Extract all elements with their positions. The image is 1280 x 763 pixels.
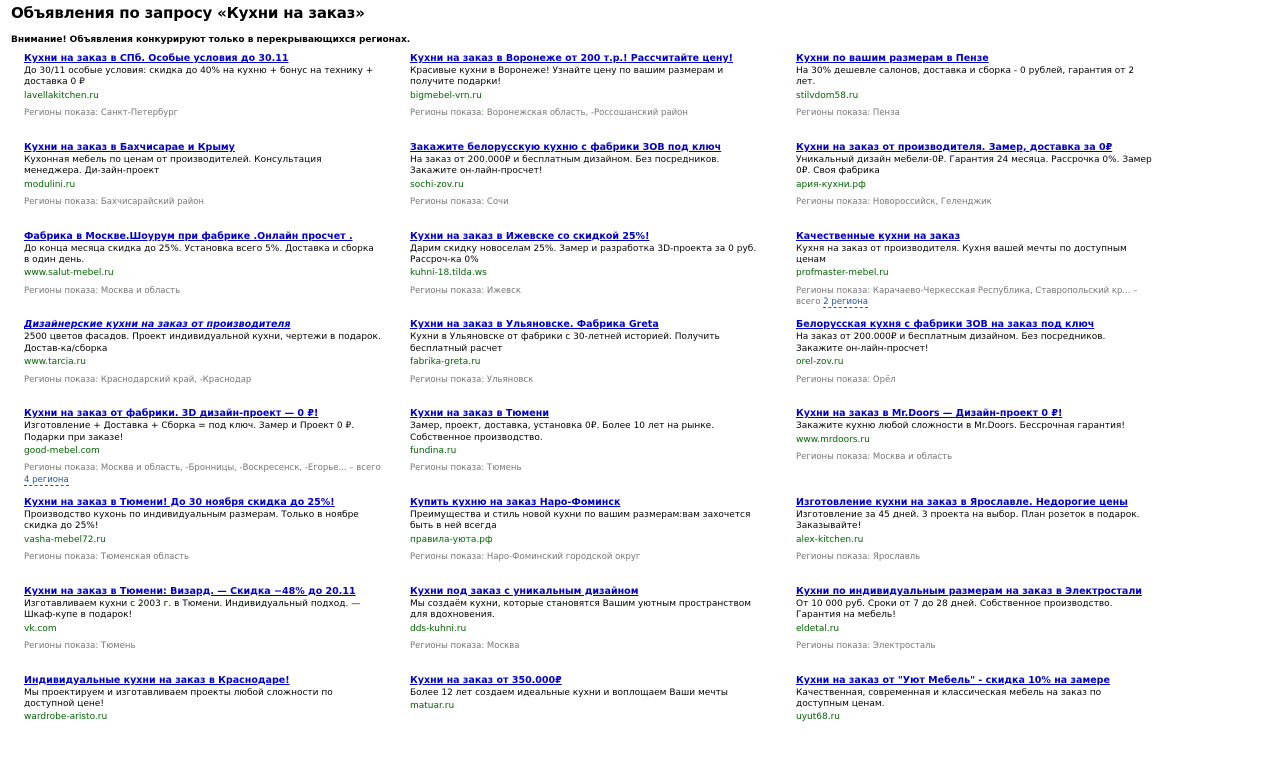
ad-regions [410,197,767,208]
ad-text: Кухни в Ульяновске от фабрики с 30-летней историей. Получить бесплатный расчет [410,332,720,354]
more-regions-link[interactable]: 4 региона [24,474,69,485]
ad-domain-link[interactable]: ария-кухни.рф [796,179,866,190]
ad-card [24,497,381,586]
ad-domain-link[interactable]: modulini.ru [24,179,76,190]
regions-prefix: Регионы показа: [24,197,101,208]
ad-title-link[interactable]: Кухни на заказ от "Уют Мебель" - скидка 10% на замере [796,674,1110,686]
ad-title-link[interactable]: Кухни по вашим размерам в Пензе [796,53,989,64]
regions-prefix: Регионы показа: [410,374,487,385]
ad-title-link[interactable]: Кухни на заказ в Воронеже от 200 т.р.! Рассчитайте цену! [410,53,733,64]
ad-title-link[interactable]: Кухни на заказ в Тюмени! До 30 ноября скидка до 25%! [24,496,335,508]
ad-regions [796,197,1153,208]
ad-card [410,408,767,497]
ad-regions [24,286,381,297]
regions-list: Электросталь [872,641,936,651]
regions-prefix: Регионы показа: [24,552,101,563]
ad-domain-link[interactable]: www.mrdoors.ru [796,434,870,445]
ad-regions [24,552,381,563]
ad-card [796,497,1153,586]
ad-card [796,53,1153,142]
ad-regions [24,375,381,386]
ad-domain-link[interactable]: uyut68.ru [796,712,840,723]
ad-text: Дарим скидку новоселам 25%. Замер и разработка 3D-проекта за 0 руб. Рассроч-ка 0% [410,243,757,265]
ad-regions [24,108,381,119]
ad-domain-link[interactable]: stilvdom58.ru [796,90,859,101]
ad-text: Изготавливаем кухни с 2003 г. в Тюмени. Индивидуальный подход. — Шкаф-купе в подарок! [24,598,361,621]
ad-text: Уникальный дизайн мебели-0₽. Гарантия 24 месяца. Рассрочка 0%. Замер 0₽. Своя фабрика [796,154,1152,177]
ad-text: Мы создаём кухни, которые становятся Вашим уютным пространством для вдохновения. [410,598,752,621]
ad-text: Мы проектируем и изготавливаем проекты любой сложности по доступной цене! [24,687,333,709]
ad-domain-link[interactable]: www.salut-mebel.ru [24,268,114,279]
ad-regions [24,641,381,652]
regions-list: Ульяновск [486,374,534,385]
ad-domain-link[interactable]: good-mebel.com [24,446,100,456]
regions-prefix: Регионы показа: [24,463,101,474]
ad-title-link[interactable]: Кухни на заказ в Ульяновске. Фабрика Greta [410,319,659,331]
ad-text: Красивые кухни в Воронеже! Узнайте цену по вашим размерам и получите подарки! [410,66,724,88]
regions-list: Санкт-Петербург [100,108,179,119]
page-title: Объявления по запросу «Кухни на заказ» [11,4,365,22]
ad-card [796,142,1153,231]
ad-domain-link[interactable]: www.tarcia.ru [24,357,86,368]
ad-domain-link[interactable]: sochi-zov.ru [410,179,464,190]
ad-domain-link[interactable]: profmaster-mebel.ru [796,268,889,279]
regions-prefix: Регионы показа: [796,641,873,651]
ad-domain-link[interactable]: eldetal.ru [796,623,840,634]
ad-regions [796,641,1153,652]
ad-domain-link[interactable]: wardrobe-aristo.ru [24,712,108,723]
ad-regions [796,108,1153,119]
ad-text: На заказ от 200.000₽ и бесплатным дизайном. Без посредников. Закажите он-лайн-просчет! [796,332,1106,354]
ad-regions [410,286,767,297]
regions-list: Карачаево-Черкесская Республика, Ставропольский кр... – всего [796,285,1138,308]
regions-list: Сочи [486,197,509,208]
ad-domain-link[interactable]: orel-zov.ru [796,357,844,368]
ad-domain-link[interactable]: vasha-mebel72.ru [24,534,106,545]
ad-card [410,675,767,763]
ad-domain-link[interactable]: kuhni-18.tilda.ws [410,268,487,279]
ad-card [24,142,381,231]
ad-regions [410,641,767,652]
ad-title-link[interactable]: Кухни на заказ в Тюмени: Визард. — Скидка −48% до 20.11 [24,585,356,597]
ad-card [410,142,767,231]
regions-list: Ижевск [486,285,521,296]
regions-prefix: Регионы показа: [410,463,487,474]
ad-card [410,497,767,586]
ad-text: Производство кухонь по индивидуальным размерам. Только в ноябре скидка до 25%! [24,509,359,532]
regions-prefix: Регионы показа: [410,641,487,651]
ad-text: Преимущества и стиль новой кухни по вашим размерам:вам захочется быть в ней всегда [410,509,751,532]
ad-title-link[interactable]: Кухни под заказ с уникальным дизайном [410,585,639,597]
regions-list: Москва и область, -Бронницы, -Воскресенск, -Егорье... – всего [100,463,381,474]
ad-card [24,586,381,675]
ad-title-link[interactable]: Кухни на заказ в СПб. Особые условия до 30.11 [24,53,289,64]
ad-text: Закажите кухню любой сложности в Mr.Doors. Бессрочная гарантия! [796,421,1125,432]
ad-title-link[interactable]: Купить кухню на заказ Наро-Фоминск [410,496,621,508]
ad-domain-link[interactable]: lavellakitchen.ru [24,90,99,101]
ad-regions [796,286,1153,309]
regions-list: Москва и область [100,285,181,296]
ad-card [24,231,381,320]
ad-card [410,231,767,320]
ad-domain-link[interactable]: vk.com [24,623,57,634]
ad-title-link[interactable]: Дизайнерские кухни на заказ от производителя [24,319,291,331]
ad-card [796,319,1153,408]
ad-domain-link[interactable]: fundina.ru [410,446,457,456]
ad-title-link[interactable]: Кухни на заказ от производителя. Замер, доставка за 0₽ [796,141,1113,153]
regions-list: Ярославль [872,552,921,563]
ad-text: Кухня на заказ от производителя. Кухня вашей мечты по доступным ценам [796,243,1127,265]
ad-text: До 30/11 особые условия: скидка до 40% на кухню + бонус на технику + доставка 0 ₽ [24,66,374,88]
ad-text: До конца месяца скидка до 25%. Установка всего 5%. Доставка и сборка в один день. [24,243,374,265]
ad-card [24,408,381,497]
regions-list: Пенза [872,108,900,119]
ad-regions [24,197,381,208]
ad-regions [410,375,767,386]
ad-domain-link[interactable]: alex-kitchen.ru [796,534,864,545]
ad-card [24,675,381,763]
ad-text: На заказ от 200.000₽ и бесплатным дизайном. Без посредников. Закажите он-лайн-просчет! [410,154,720,177]
ad-title-link[interactable]: Белорусская кухня с фабрики ЗОВ на заказ под ключ [796,319,1095,331]
regions-list: Краснодарский край, -Краснодар [100,374,252,385]
ad-text: Кухонная мебель по ценам от производителей. Консультация менеджера. Ди-зайн-проект [24,154,322,177]
ad-card [796,408,1153,497]
regions-prefix: Регионы показа: [410,197,487,208]
regions-prefix: Регионы показа: [24,641,101,651]
ad-title-link[interactable]: Закажите белорусскую кухню с фабрики ЗОВ под ключ [410,141,722,153]
ad-regions [24,463,381,486]
ad-card [796,675,1153,763]
ad-title-link[interactable]: Кухни на заказ в Mr.Doors — Дизайн-проект 0 ₽! [796,408,1063,420]
ad-title-link[interactable]: Качественные кухни на заказ [796,230,961,242]
ad-title-link[interactable]: Кухни на заказ в Бахчисарае и Крыму [24,141,235,153]
ad-regions [410,552,767,563]
regions-prefix: Регионы показа: [796,374,873,385]
regions-prefix: Регионы показа: [24,374,101,385]
regions-prefix: Регионы показа: [796,108,873,119]
ad-text: На 30% дешевле салонов, доставка и сборка - 0 рублей, гарантия от 2 лет. [796,66,1135,88]
regions-list: Тюменская область [100,552,190,563]
ad-text: От 10 000 руб. Сроки от 7 до 28 дней. Собственное производство. Гарантия на мебель! [796,598,1113,621]
ad-title-link[interactable]: Кухни на заказ от 350.000₽ [410,674,562,686]
ad-domain-link[interactable]: правила-уюта.рф [410,534,493,545]
regions-list: Москва [486,641,520,651]
ad-card [796,231,1153,320]
ad-card [410,319,767,408]
ad-text: Замер, проект, доставка, установка 0₽. Более 10 лет на рынке. Собственное производство. [410,421,715,443]
regions-prefix: Регионы показа: [796,285,873,296]
ad-title-link[interactable]: Фабрика в Москве.Шоурум при фабрике .Онлайн просчет . [24,230,353,242]
ad-domain-link[interactable]: bigmebel-vrn.ru [410,90,482,101]
ad-title-link[interactable]: Кухни на заказ в Ижевске со скидкой 25%! [410,230,650,242]
regions-list: Воронежская область, -Россошанский район [486,108,688,119]
more-regions-link[interactable]: 2 региона [823,297,868,308]
regions-list: Орёл [872,374,896,385]
ad-card [796,586,1153,675]
ad-title-link[interactable]: Кухни по индивидуальным размерам на заказ в Электростали [796,585,1142,597]
ad-card [410,586,767,675]
ad-title-link[interactable]: Индивидуальные кухни на заказ в Краснодаре! [24,674,290,686]
ad-text: Качественная, современная и классическая мебель на заказ по доступным ценам. [796,687,1102,709]
ad-title-link[interactable]: Кухни на заказ в Тюмени [410,408,549,420]
regions-prefix: Регионы показа: [24,108,101,119]
regions-list: Тюмень [486,463,522,474]
ad-title-link[interactable]: Кухни на заказ от фабрики. 3D дизайн-проект — 0 ₽! [24,408,319,420]
competition-notice: Внимание! Объявления конкурируют только в перекрывающихся регионах. [11,35,411,45]
regions-prefix: Регионы показа: [796,197,873,208]
ad-regions [796,375,1153,386]
ad-card [24,53,381,142]
ad-text: Изготовление за 45 дней. 3 проекта на выбор. План розеток в подарок. Заказывайте! [796,509,1140,532]
regions-prefix: Регионы показа: [410,285,487,296]
ad-domain-link[interactable]: matuar.ru [410,700,455,711]
ad-regions [796,452,1153,463]
ad-regions [410,463,767,474]
ad-title-link[interactable]: Изготовление кухни на заказ в Ярославле. Недорогие цены [796,496,1128,508]
ad-regions [410,108,767,119]
regions-prefix: Регионы показа: [410,108,487,119]
ad-card [410,53,767,142]
ad-text: Более 12 лет создаем идеальные кухни и воплощаем Ваши мечты [410,687,728,698]
regions-prefix: Регионы показа: [796,452,873,462]
ad-domain-link[interactable]: fabrika-greta.ru [410,357,481,368]
ads-grid [24,53,1280,763]
ad-card [24,319,381,408]
ad-text: 2500 цветов фасадов. Проект индивидуальной кухни, чертежи в подарок. Достав-ка/сборка [24,332,381,354]
ad-text: Изготовление + Доставка + Сборка = под ключ. Замер и Проект 0 ₽. Подарки при заказе! [24,421,355,443]
ad-regions [796,552,1153,563]
regions-prefix: Регионы показа: [796,552,873,563]
regions-list: Новороссийск, Геленджик [872,197,992,208]
regions-prefix: Регионы показа: [24,285,101,296]
regions-prefix: Регионы показа: [410,552,487,563]
regions-list: Тюмень [100,641,136,651]
regions-list: Наро-Фоминский городской округ [486,552,641,563]
ad-domain-link[interactable]: dds-kuhni.ru [410,623,467,634]
regions-list: Москва и область [872,452,953,462]
regions-list: Бахчисарайский район [100,197,204,208]
